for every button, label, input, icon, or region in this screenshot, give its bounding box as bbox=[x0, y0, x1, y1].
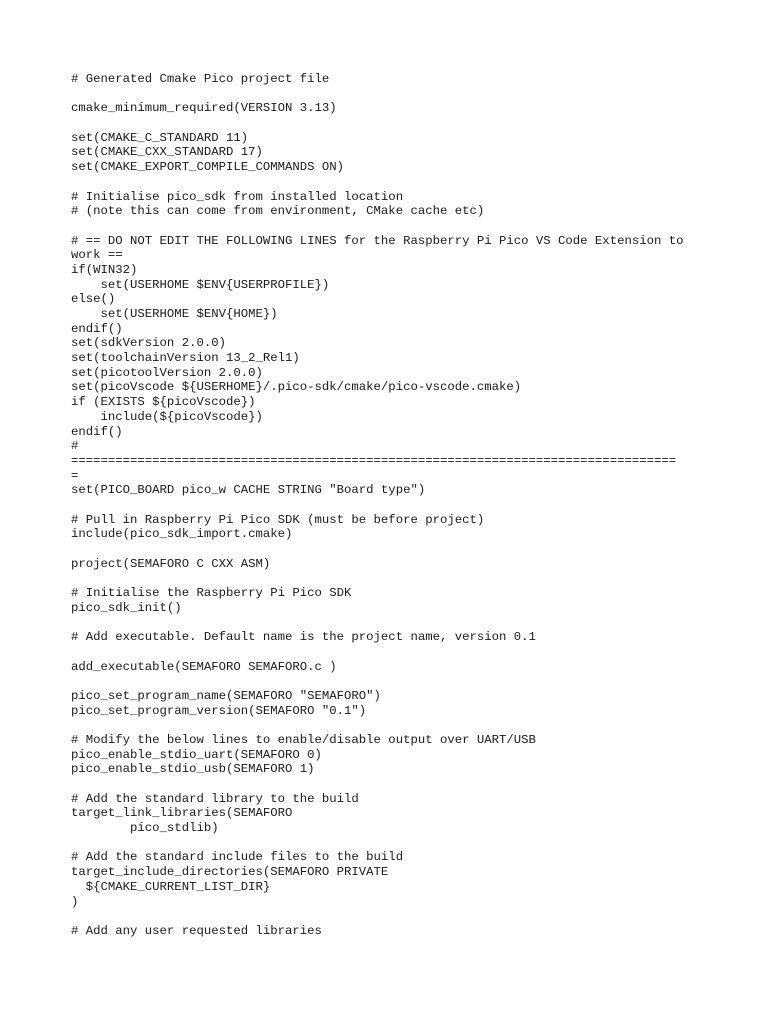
code-line: pico_enable_stdio_usb(SEMAFORO 1) bbox=[71, 762, 315, 777]
code-line: set(toolchainVersion 13_2_Rel1) bbox=[71, 351, 300, 366]
code-line bbox=[71, 645, 711, 660]
code-line bbox=[71, 87, 711, 102]
code-line: set(USERHOME $ENV{USERPROFILE}) bbox=[71, 277, 330, 292]
code-line: # Initialise pico_sdk from installed location bbox=[71, 189, 404, 204]
code-line: set(sdkVersion 2.0.0) bbox=[71, 336, 226, 351]
code-line bbox=[71, 571, 711, 586]
code-line: # Add the standard include files to the build bbox=[71, 850, 404, 865]
code-line: = bbox=[71, 468, 79, 483]
code-line: # == DO NOT EDIT THE FOLLOWING LINES for the Raspberry Pi Pico VS Code Extension to bbox=[71, 233, 684, 248]
code-line: pico_enable_stdio_uart(SEMAFORO 0) bbox=[71, 747, 322, 762]
code-line: pico_stdlib) bbox=[71, 821, 219, 836]
code-line: set(PICO_BOARD pico_w CACHE STRING "Board type") bbox=[71, 483, 426, 498]
code-line: # Add any user requested libraries bbox=[71, 923, 322, 938]
code-line: set(CMAKE_CXX_STANDARD 17) bbox=[71, 145, 263, 160]
code-line bbox=[71, 498, 711, 513]
code-line: ${CMAKE_CURRENT_LIST_DIR} bbox=[71, 879, 271, 894]
code-line: set(USERHOME $ENV{HOME}) bbox=[71, 307, 278, 321]
code-line bbox=[71, 777, 711, 792]
code-line: cmake_minimum_required(VERSION 3.13) bbox=[71, 101, 337, 116]
code-line: set(CMAKE_C_STANDARD 11) bbox=[71, 130, 249, 145]
code-line: target_include_directories(SEMAFORO PRIVATE bbox=[71, 865, 389, 880]
code-line: set(CMAKE_EXPORT_COMPILE_COMMANDS ON) bbox=[71, 160, 345, 175]
code-line: # Pull in Raspberry Pi Pico SDK (must be before project) bbox=[71, 512, 485, 527]
code-line: set(picoVscode ${USERHOME}/.pico-sdk/cmake/pico-vscode.cmake) bbox=[71, 380, 522, 395]
code-line bbox=[71, 542, 711, 557]
code-line: pico_set_program_version(SEMAFORO "0.1") bbox=[71, 703, 367, 718]
code-line: else() bbox=[71, 292, 116, 307]
code-line: # Add executable. Default name is the project name, version 0.1 bbox=[71, 630, 536, 645]
code-line: # Initialise the Raspberry Pi Pico SDK bbox=[71, 586, 352, 601]
code-line bbox=[71, 116, 711, 131]
cmake-code-block bbox=[71, 72, 711, 939]
code-line: ================================================================================== bbox=[71, 453, 677, 468]
code-line bbox=[71, 615, 711, 630]
code-line: endif() bbox=[71, 321, 123, 336]
code-line: pico_sdk_init() bbox=[71, 600, 182, 615]
code-line: target_link_libraries(SEMAFORO bbox=[71, 806, 293, 821]
code-line: add_executable(SEMAFORO SEMAFORO.c ) bbox=[71, 659, 337, 674]
code-line: include(${picoVscode}) bbox=[71, 409, 263, 424]
code-line: include(pico_sdk_import.cmake) bbox=[71, 527, 293, 542]
code-line: work == bbox=[71, 248, 123, 263]
code-line bbox=[71, 175, 711, 190]
code-line: set(picotoolVersion 2.0.0) bbox=[71, 365, 263, 380]
code-line bbox=[71, 909, 711, 924]
code-line: # (note this can come from environment, CMake cache etc) bbox=[71, 204, 485, 219]
code-line bbox=[71, 836, 711, 851]
code-line bbox=[71, 718, 711, 733]
code-line: endif() bbox=[71, 424, 123, 439]
code-line: pico_set_program_name(SEMAFORO "SEMAFORO") bbox=[71, 688, 381, 703]
code-line: if (EXISTS ${picoVscode}) bbox=[71, 395, 256, 410]
code-line: # Generated Cmake Pico project file bbox=[71, 72, 330, 86]
code-line: # Add the standard library to the build bbox=[71, 791, 359, 806]
code-line bbox=[71, 674, 711, 689]
code-line bbox=[71, 219, 711, 234]
code-line: # bbox=[71, 439, 79, 454]
code-line: if(WIN32) bbox=[71, 262, 138, 277]
code-line: project(SEMAFORO C CXX ASM) bbox=[71, 556, 271, 571]
code-line: # Modify the below lines to enable/disable output over UART/USB bbox=[71, 732, 536, 747]
code-line: ) bbox=[71, 894, 79, 909]
